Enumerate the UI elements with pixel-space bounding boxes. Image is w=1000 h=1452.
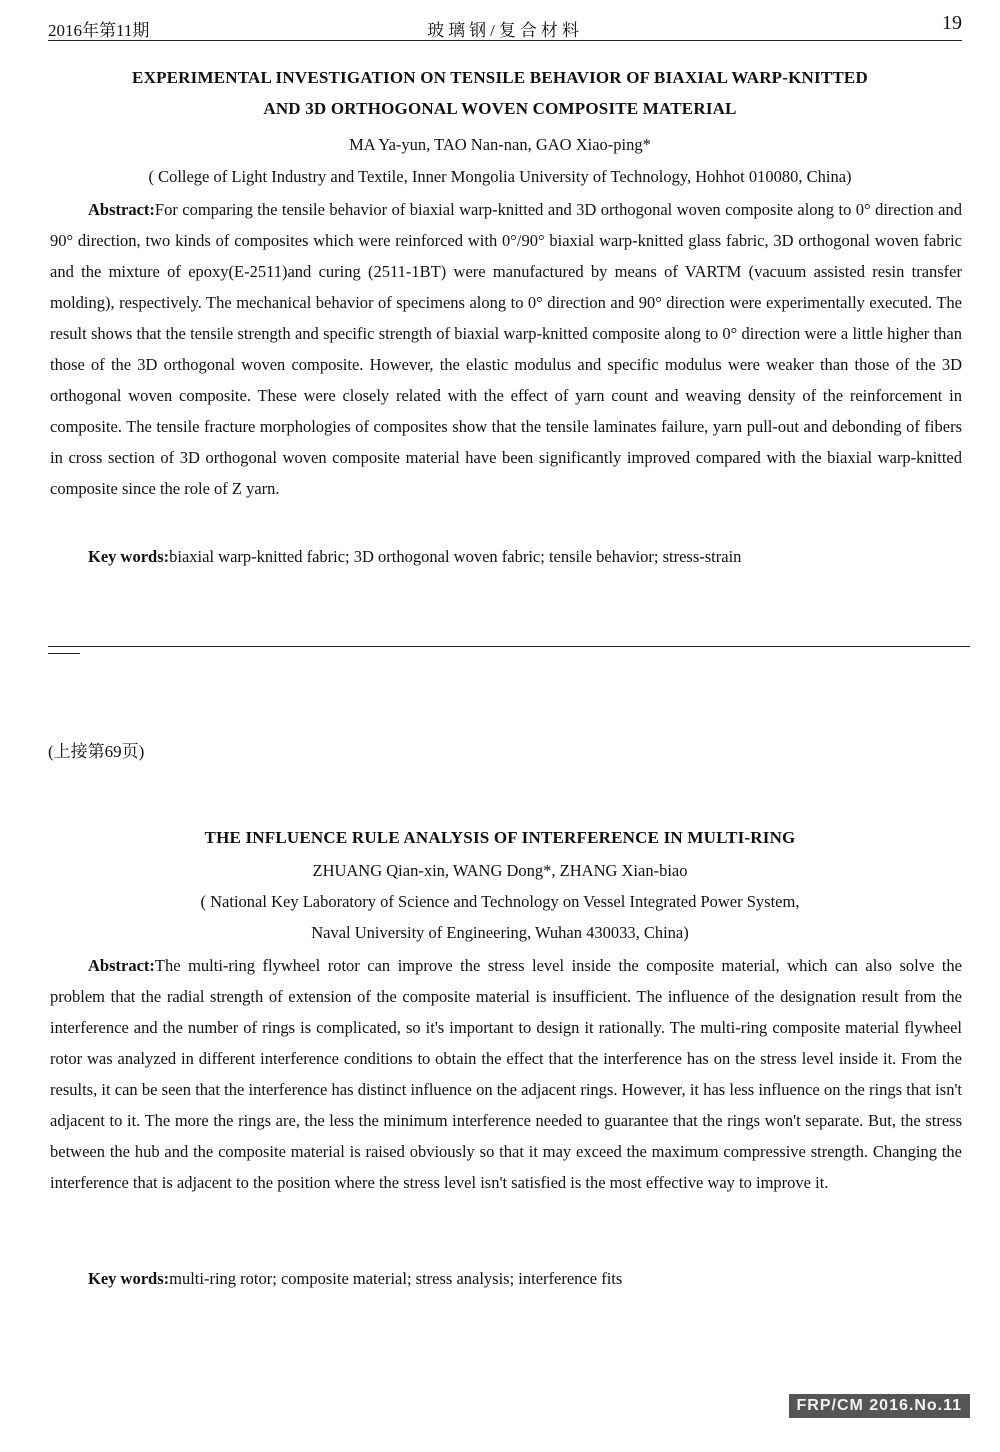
section-divider: [48, 646, 970, 647]
article2-abstract-label: Abstract:: [88, 956, 155, 975]
article2-abstract-text: The multi-ring flywheel rotor can improve the stress level inside the composite material, which can also solve the problem that the radial strength of extension of the composite material is insufficient. The influence of the designation result from the interference and the number of rings is complicated, so it's important to design it rationally. The multi-ring composite material flywheel rotor was analyzed in different interference conditions to obtain the effect that the interference has on the stress level inside it. From the results, it can be seen that the interference has distinct influence on the adjacent rings. However, it has less influence on the rings that isn't adjacent to it. The more the rings are, the less the minimum interference needed to guarantee that the rings won't separate. But, the stress between the hub and the composite material is raised obviously so that it may exceed the maximum compressive strength. Changing the interference that is adjacent to the position where the stress level isn't satisfied is the most effective way to improve it.: [50, 956, 962, 1192]
journal-footer-badge: FRP/CM 2016.No.11: [789, 1394, 971, 1418]
continued-from-note: (上接第69页): [48, 742, 145, 761]
article1-abstract-text: For comparing the tensile behavior of biaxial warp-knitted and 3D orthogonal woven composite along to 0° direction and 90° direction, two kinds of composites which were reinforced with 0°/90° biaxial warp-knitted glass fabric, 3D orthogonal woven fabric and the mixture of epoxy(E-2511)and curing (2511-1BT) were manufactured by means of VARTM (vacuum assisted resin transfer molding), respectively. The mechanical behavior of specimens along to 0° direction and 90° direction were experimentally executed. The result shows that the tensile strength and specific strength of biaxial warp-knitted composite along to 0° direction were a little higher than those of the 3D orthogonal woven composite. However, the elastic modulus and specific modulus were weaker than those of the 3D orthogonal woven composite. These were closely related with the effect of yarn count and weaving density of the reinforcement in composite. The tensile fracture morphologies of composites show that the tensile laminates failure, yarn pull-out and debonding of fibers in cross section of 3D orthogonal woven composite material have been significantly improved compared with the biaxial warp-knitted composite since the role of Z yarn.: [50, 200, 962, 498]
section-divider-short: [48, 653, 80, 654]
journal-name: 玻璃钢/复合材料: [427, 21, 583, 40]
article2-keywords-label: Key words:: [88, 1269, 170, 1288]
article2-title: THE INFLUENCE RULE ANALYSIS OF INTERFERENCE IN MULTI-RING: [204, 828, 796, 847]
article1-title-line2: AND 3D ORTHOGONAL WOVEN COMPOSITE MATERIAL: [263, 99, 737, 118]
article2-keywords: [88, 1265, 962, 1293]
article1-abstract: [50, 194, 962, 504]
article1-keywords-text: biaxial warp-knitted fabric; 3D orthogonal woven fabric; tensile behavior; stress-strain: [169, 547, 742, 566]
article1-affiliation: ( College of Light Industry and Textile, Inner Mongolia University of Technology, Hohhot 010080, China): [148, 167, 852, 186]
page-number: 19: [942, 12, 962, 34]
article1-authors: MA Ya-yun, TAO Nan-nan, GAO Xiao-ping*: [349, 135, 651, 154]
issue-label: 2016年第11期: [48, 21, 150, 40]
article1-keywords: [88, 543, 962, 571]
article2-keywords-text: multi-ring rotor; composite material; stress analysis; interference fits: [169, 1269, 623, 1288]
article2-abstract: [50, 950, 962, 1198]
article2-affiliation-line1: ( National Key Laboratory of Science and Technology on Vessel Integrated Power System,: [200, 892, 800, 911]
running-header: [48, 10, 962, 41]
article2-authors: ZHUANG Qian-xin, WANG Dong*, ZHANG Xian-biao: [312, 861, 688, 880]
article1-title-line1: EXPERIMENTAL INVESTIGATION ON TENSILE BEHAVIOR OF BIAXIAL WARP-KNITTED: [132, 68, 868, 87]
article2-affiliation-line2: Naval University of Engineering, Wuhan 430033, China): [311, 923, 689, 942]
article1-keywords-label: Key words:: [88, 547, 170, 566]
article1-abstract-label: Abstract:: [88, 200, 155, 219]
